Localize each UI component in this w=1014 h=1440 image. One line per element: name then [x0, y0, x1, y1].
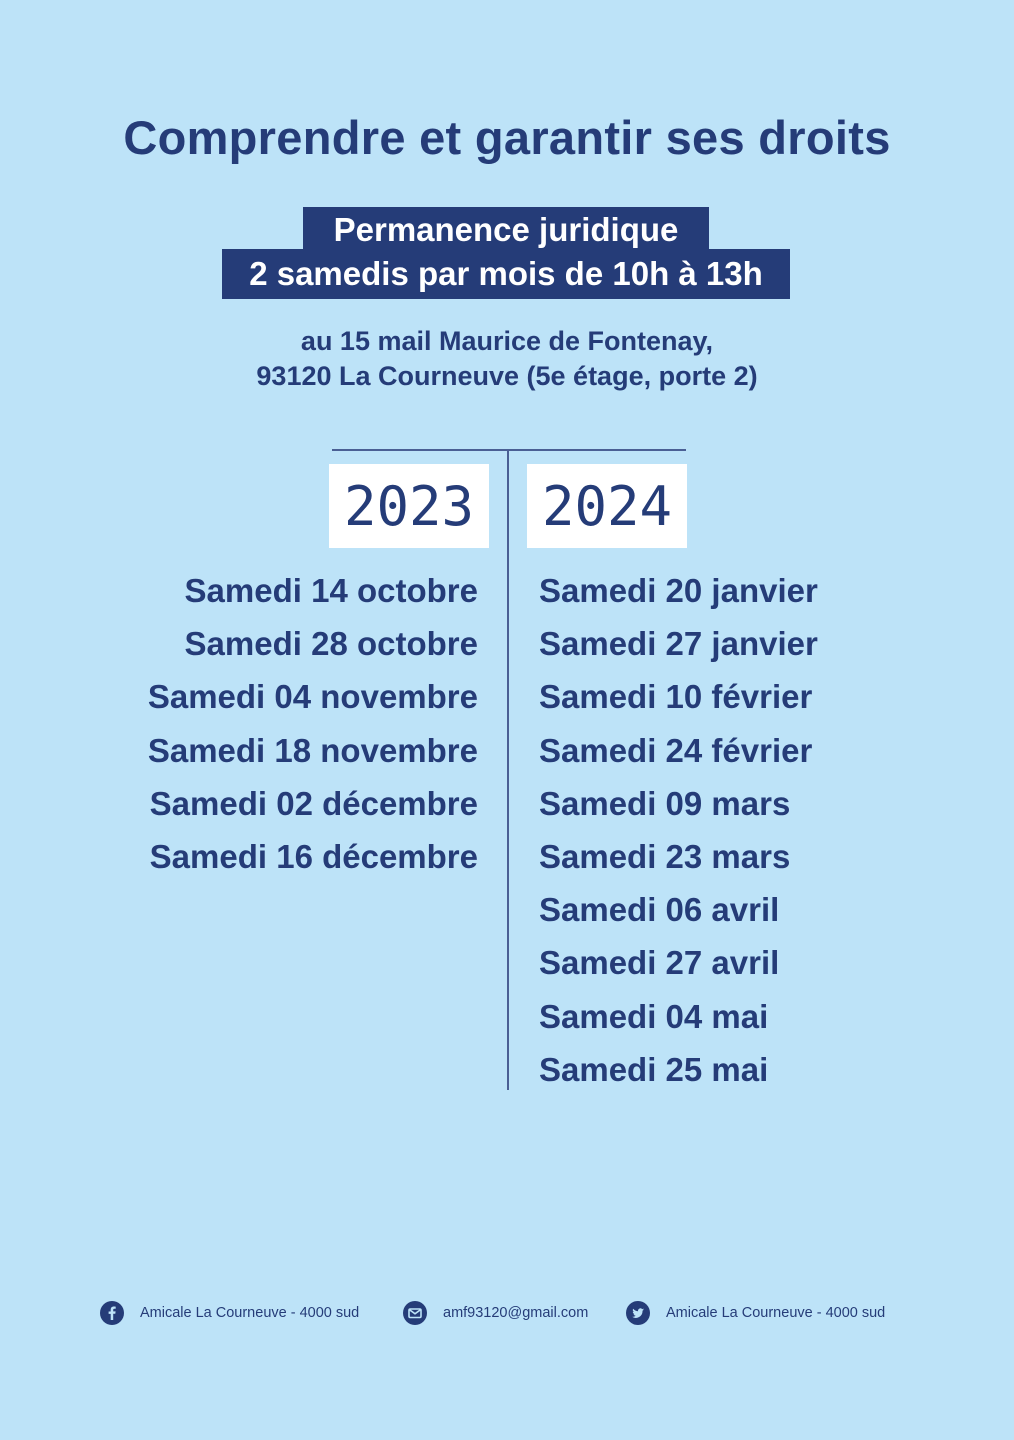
date-item: Samedi 14 octobre	[184, 572, 478, 609]
date-item: Samedi 04 novembre	[147, 678, 478, 716]
date-item: Samedi 25 mai	[539, 1050, 769, 1088]
facebook-icon	[100, 1301, 124, 1325]
date-item: Samedi 24 février	[539, 731, 813, 769]
address-line-1: au 15 mail Maurice de Fontenay,	[300, 326, 714, 356]
date-item: Samedi 27 avril	[539, 944, 780, 982]
date-item: Samedi 20 janvier	[539, 572, 818, 609]
footer-facebook[interactable]	[100, 1300, 359, 1326]
date-item: Samedi 04 mai	[539, 997, 769, 1035]
footer-facebook-label: Amicale La Courneuve - 4000 sud	[140, 1305, 360, 1321]
footer-email[interactable]	[403, 1300, 588, 1326]
permanence-title-band: Permanence juridique	[303, 207, 709, 251]
date-item: Samedi 02 décembre	[149, 784, 478, 822]
page-title: Comprendre et garantir ses droits	[123, 111, 891, 164]
date-item: Samedi 09 mars	[539, 784, 791, 822]
date-item: Samedi 18 novembre	[147, 731, 478, 769]
date-item: Samedi 06 avril	[539, 891, 780, 929]
dates-list-2023	[148, 564, 478, 883]
twitter-icon	[626, 1301, 650, 1325]
date-item: Samedi 10 février	[539, 678, 813, 716]
address	[0, 324, 1014, 394]
date-item: Samedi 16 décembre	[149, 837, 478, 875]
dates-list-2024	[539, 564, 818, 1096]
address-line-2: 93120 La Courneuve (5e étage, porte 2)	[256, 361, 758, 391]
email-icon	[403, 1301, 427, 1325]
footer-email-label: amf93120@gmail.com	[443, 1305, 589, 1321]
schedule-column-divider	[507, 449, 509, 1090]
year-2024-label: 2024	[527, 464, 687, 548]
date-item: Samedi 28 octobre	[184, 625, 478, 663]
schedule-top-divider	[332, 449, 686, 451]
date-item: Samedi 27 janvier	[539, 625, 818, 663]
schedule-frequency-band: 2 samedis par mois de 10h à 13h	[222, 249, 790, 299]
year-2023-label: 2023	[329, 464, 489, 548]
date-item: Samedi 23 mars	[539, 837, 791, 875]
footer-twitter[interactable]	[626, 1300, 885, 1326]
footer-twitter-label: Amicale La Courneuve - 4000 sud	[666, 1305, 886, 1321]
